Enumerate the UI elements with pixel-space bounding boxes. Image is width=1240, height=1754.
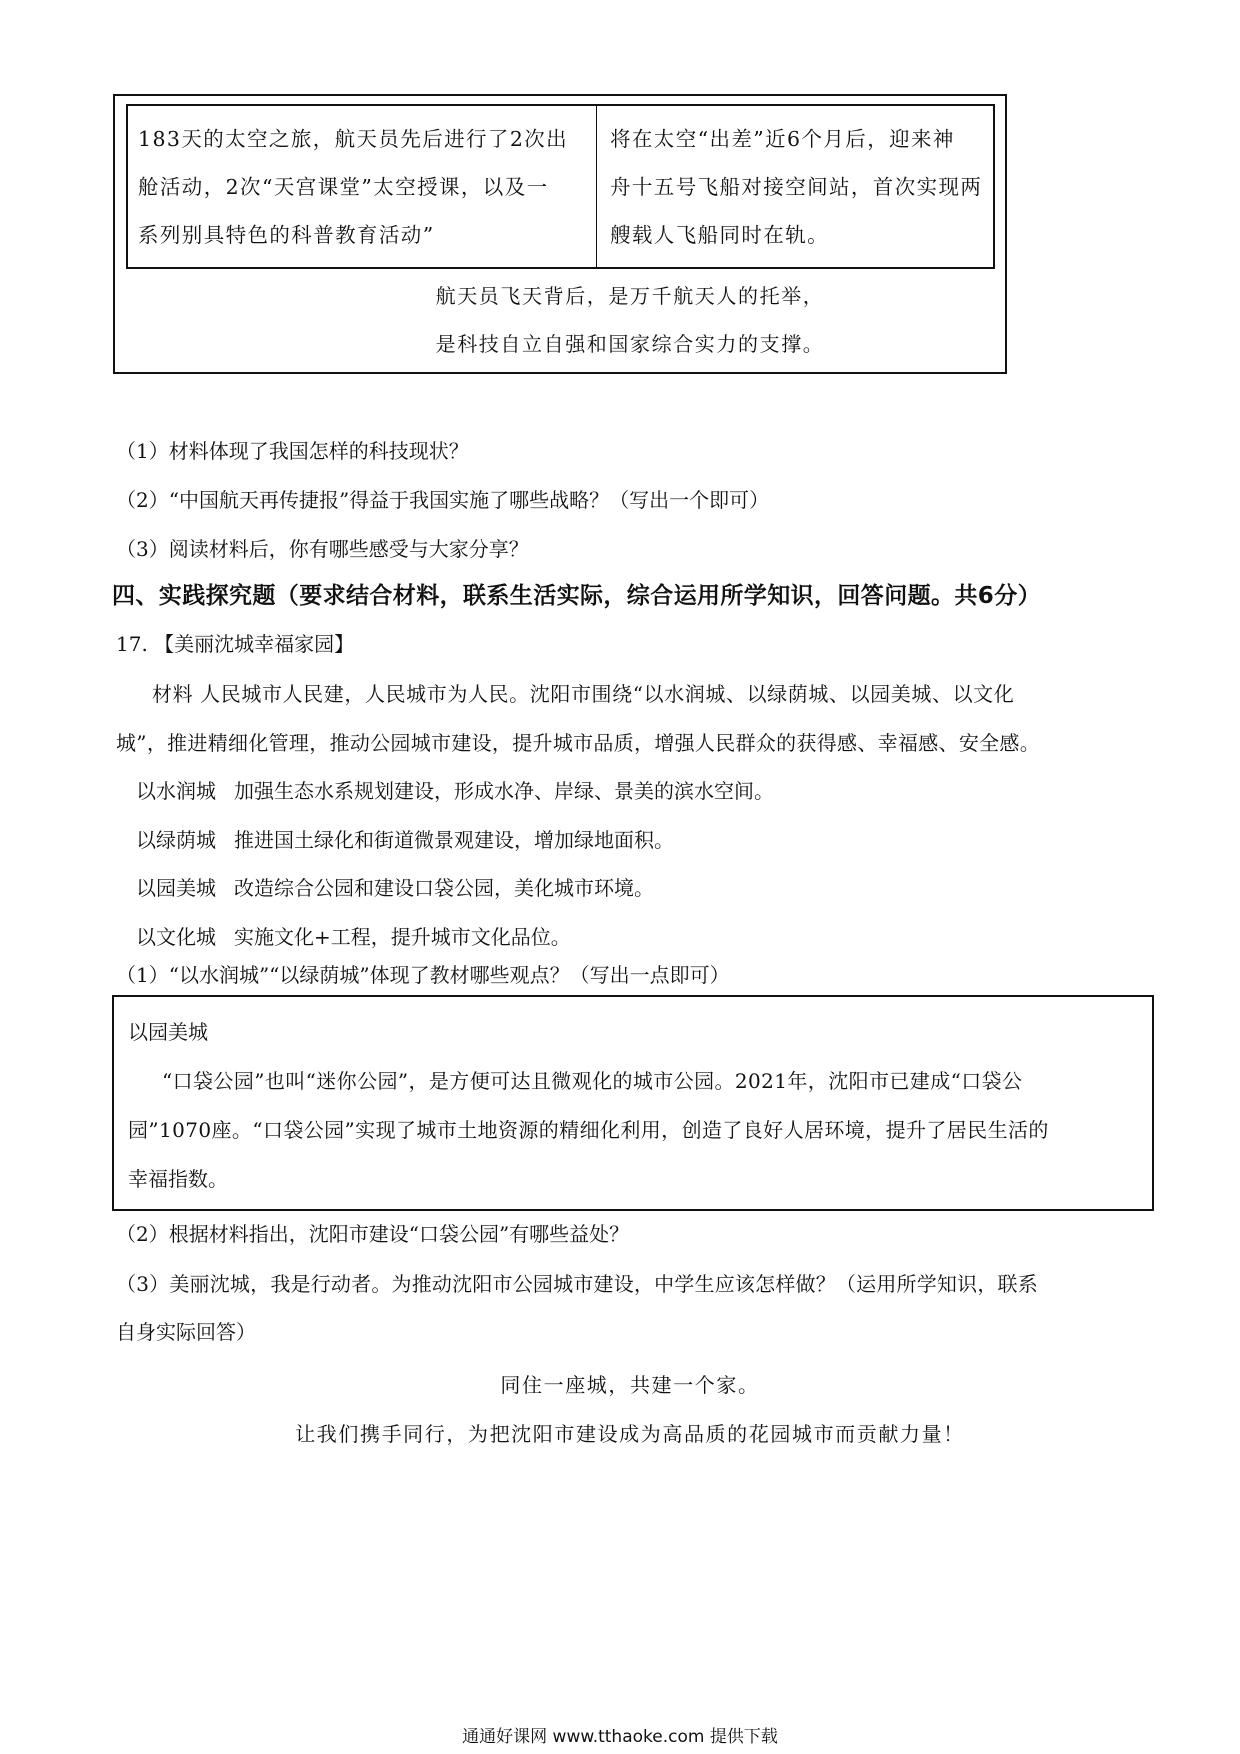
material-caption-line-1: 航天员飞天背后，是万千航天人的托举，: [435, 284, 825, 308]
right-cell-line-3: 艘载人飞船同时在轨。: [610, 223, 829, 247]
material-cell-divider: [596, 104, 597, 269]
q17-item-3: [136, 874, 654, 902]
pocket-park-line-2: 园”1070座。“口袋公园”实现了城市土地资源的精细化利用，创造了良好人居环境，提升了居民生活的: [128, 1118, 1049, 1142]
closing-line-1: 同住一座城，共建一个家。: [500, 1373, 760, 1397]
page-footer: 通通好课网 www.tthaoke.com 提供下载: [462, 1727, 778, 1747]
q17-item-4-label: 以文化城: [136, 925, 216, 949]
q16-sub1: （1）材料体现了我国怎样的科技现状？: [116, 439, 469, 463]
q17-item-2-label: 以绿荫城: [136, 828, 216, 852]
material-caption-line-2: 是科技自立自强和国家综合实力的支撑。: [435, 332, 825, 356]
q17-item-2: [136, 826, 674, 854]
q17-item-3-label: 以园美城: [136, 876, 216, 900]
q16-sub2: （2）“中国航天再传捷报”得益于我国实施了哪些战略？（写出一个即可）: [116, 488, 770, 512]
q17-sub3-line-1: （3）美丽沈城，我是行动者。为推动沈阳市公园城市建设，中学生应该怎样做？（运用所学知识，联系: [116, 1272, 1038, 1296]
q17-item-1-text: 加强生态水系规划建设，形成水净、岸绿、景美的滨水空间。: [234, 779, 774, 803]
q17-item-1-label: 以水润城: [136, 779, 216, 803]
pocket-park-box: [112, 995, 1154, 1211]
q17-sub3-line-2: 自身实际回答）: [116, 1320, 256, 1344]
q17-item-1: [136, 777, 774, 805]
q17-title: 17. 【美丽沈城幸福家园】: [116, 632, 355, 656]
q17-material-line-1: 材料 人民城市人民建，人民城市为人民。沈阳市围绕“以水润城、以绿荫城、以园美城、以文化: [152, 682, 1015, 706]
q17-item-2-text: 推进国土绿化和街道微景观建设，增加绿地面积。: [234, 828, 674, 852]
pocket-park-box-title: 以园美城: [128, 1020, 208, 1044]
material-right-cell: [610, 115, 988, 259]
right-cell-line-2: 舟十五号飞船对接空间站，首次实现两: [610, 175, 983, 199]
q17-sub2: （2）根据材料指出，沈阳市建设“口袋公园”有哪些益处？: [116, 1222, 630, 1246]
material-left-cell: [138, 115, 586, 259]
closing-line-2: 让我们携手同行，为把沈阳市建设成为高品质的花园城市而贡献力量！: [295, 1422, 965, 1446]
q17-item-4: [136, 923, 571, 951]
q17-item-4-text: 实施文化+工程，提升城市文化品位。: [234, 925, 571, 949]
left-cell-line-3: 系列别具特色的科普教育活动”: [138, 223, 435, 247]
q17-material-line-2: 城”，推进精细化管理，推动公园城市建设，提升城市品质，增强人民群众的获得感、幸福感、安全感。: [116, 731, 1041, 755]
section-4-heading: 四、实践探究题（要求结合材料，联系生活实际，综合运用所学知识，回答问题。共6分）: [112, 583, 1042, 609]
q16-sub3: （3）阅读材料后，你有哪些感受与大家分享？: [116, 537, 529, 561]
q17-sub1: （1）“以水润城”“以绿荫城”体现了教材哪些观点？（写出一点即可）: [116, 963, 730, 987]
q17-item-3-text: 改造综合公园和建设口袋公园，美化城市环境。: [234, 876, 654, 900]
left-cell-line-2: 舱活动，2次“天宫课堂”太空授课，以及一: [138, 175, 549, 199]
pocket-park-line-3: 幸福指数。: [128, 1167, 228, 1191]
left-cell-line-1: 183天的太空之旅，航天员先后进行了2次出: [138, 127, 569, 151]
right-cell-line-1: 将在太空“出差”近6个月后，迎来神: [610, 127, 955, 151]
pocket-park-line-1: “口袋公园”也叫“迷你公园”，是方便可达且微观化的城市公园。2021年，沈阳市已建成“口袋公: [162, 1069, 1023, 1093]
